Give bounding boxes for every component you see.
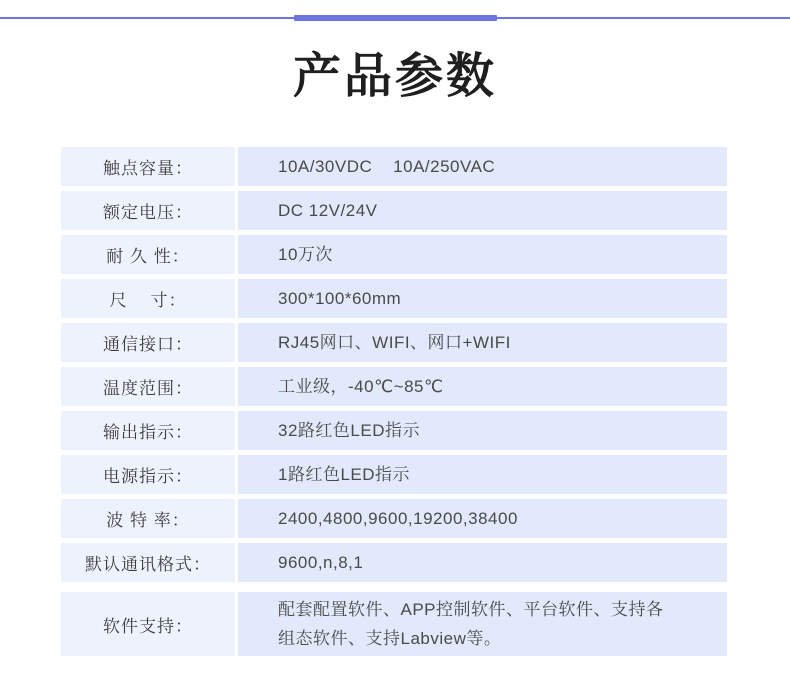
row-label: 软件支持：: [61, 592, 235, 656]
row-value: DC 12V/24V: [238, 191, 727, 230]
row-value: 10万次: [238, 235, 727, 274]
table-row: [61, 279, 727, 318]
table-row: [61, 592, 727, 656]
row-value: 1路红色LED指示: [238, 455, 727, 494]
row-value: 10A/30VDC 10A/250VAC: [238, 147, 727, 186]
table-row: [61, 147, 727, 186]
table-row: [61, 367, 727, 406]
table-row: [61, 499, 727, 538]
row-label: 输出指示：: [61, 411, 235, 450]
row-value: 2400,4800,9600,19200,38400: [238, 499, 727, 538]
table-row: [61, 191, 727, 230]
row-value: 配套配置软件、APP控制软件、平台软件、支持各组态软件、支持Labview等。: [238, 592, 727, 656]
row-value: RJ45网口、WIFI、网口+WIFI: [238, 323, 727, 362]
row-label: 温度范围：: [61, 367, 235, 406]
spec-table: [61, 147, 727, 656]
table-row: [61, 235, 727, 274]
page-title: 产品参数: [292, 50, 497, 103]
row-label: 尺 寸：: [61, 279, 235, 318]
table-row: [61, 411, 727, 450]
row-value: 300*100*60mm: [238, 279, 727, 318]
row-label: 耐 久 性：: [61, 235, 235, 274]
row-label: 通信接口：: [61, 323, 235, 362]
table-row: [61, 455, 727, 494]
row-label: 波 特 率：: [61, 499, 235, 538]
header-accent-bar: [294, 15, 497, 21]
row-value: 32路红色LED指示: [238, 411, 727, 450]
row-value: 工业级，-40℃~85℃: [238, 367, 727, 406]
row-label: 电源指示：: [61, 455, 235, 494]
row-label: 额定电压：: [61, 191, 235, 230]
row-value: 9600,n,8,1: [238, 543, 727, 582]
row-label: 触点容量：: [61, 147, 235, 186]
row-label: 默认通讯格式：: [61, 543, 235, 582]
table-row: [61, 323, 727, 362]
table-row: [61, 543, 727, 582]
